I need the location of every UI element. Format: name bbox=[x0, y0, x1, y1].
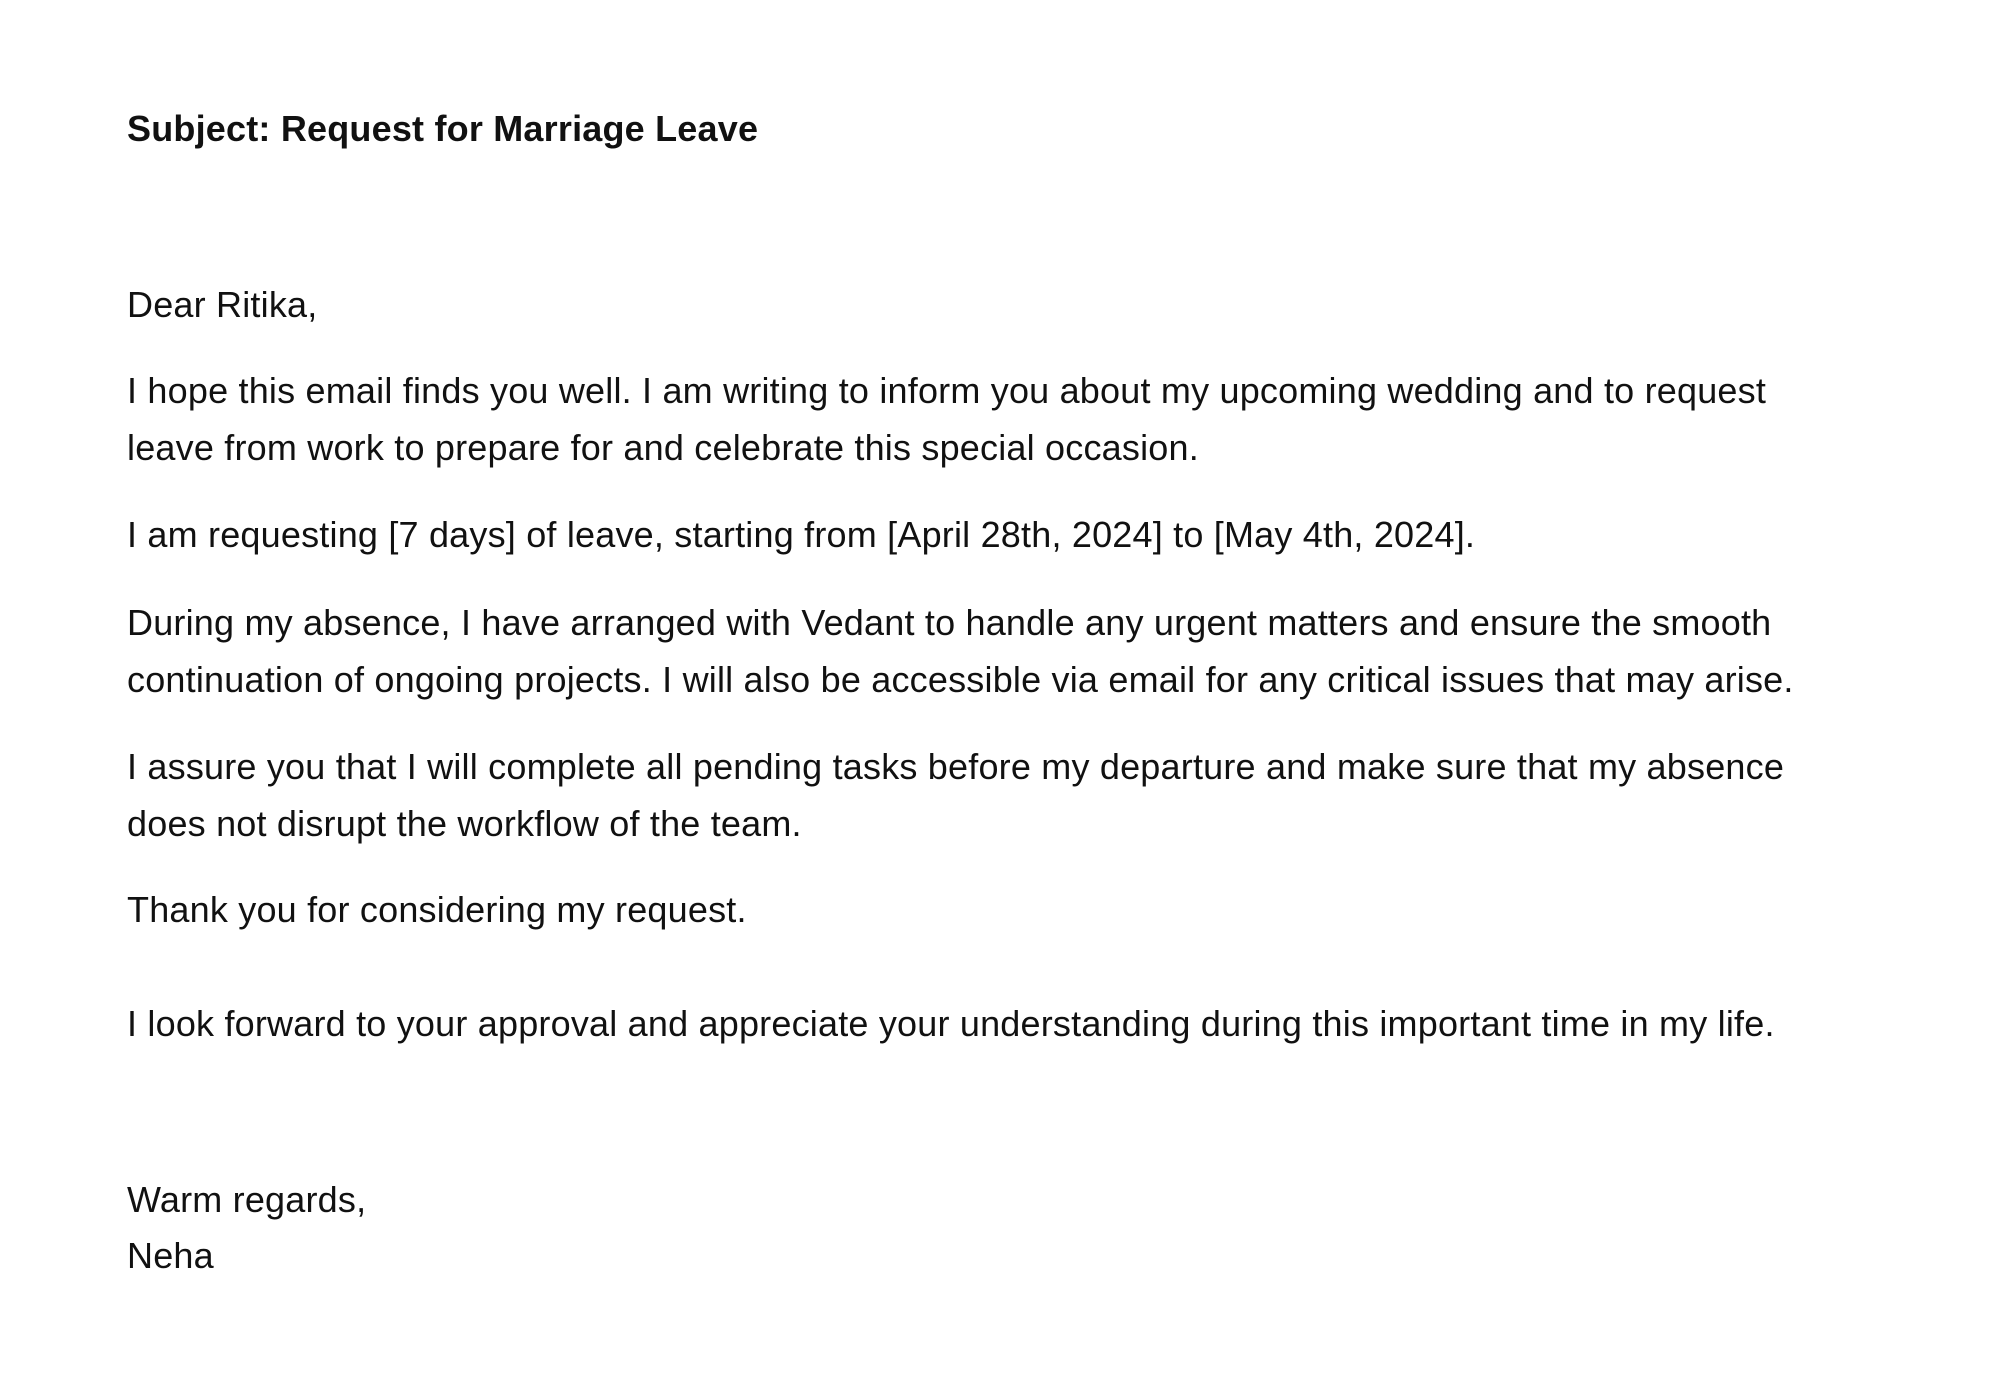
paragraph-line: I look forward to your approval and appreciate your understanding during this important time in my life. bbox=[127, 1003, 1775, 1044]
paragraph-handover bbox=[127, 594, 1987, 708]
paragraph-line: During my absence, I have arranged with Vedant to handle any urgent matters and ensure the smooth bbox=[127, 602, 1772, 643]
paragraph-line: does not disrupt the workflow of the team. bbox=[127, 803, 802, 844]
closing-salutation: Warm regards, bbox=[127, 1179, 367, 1220]
paragraph-intro bbox=[127, 362, 1987, 476]
paragraph-closing-remark bbox=[127, 995, 1987, 1052]
paragraph-leave-dates bbox=[127, 506, 1987, 563]
subject-line: Subject: Request for Marriage Leave bbox=[127, 108, 759, 149]
paragraph-line: leave from work to prepare for and celebrate this special occasion. bbox=[127, 427, 1199, 468]
paragraph-line: continuation of ongoing projects. I will also be accessible via email for any critical issues that may arise. bbox=[127, 659, 1794, 700]
signature-name: Neha bbox=[127, 1235, 214, 1276]
paragraph-thanks bbox=[127, 881, 1987, 938]
greeting: Dear Ritika, bbox=[127, 284, 318, 325]
paragraph-line: I am requesting [7 days] of leave, starting from [April 28th, 2024] to [May 4th, 2024]. bbox=[127, 514, 1476, 555]
paragraph-line: I hope this email finds you well. I am writing to inform you about my upcoming wedding and to request bbox=[127, 370, 1767, 411]
paragraph-line: I assure you that I will complete all pending tasks before my departure and make sure that my absence bbox=[127, 746, 1785, 787]
paragraph-assurance bbox=[127, 738, 1987, 852]
paragraph-line: Thank you for considering my request. bbox=[127, 889, 747, 930]
